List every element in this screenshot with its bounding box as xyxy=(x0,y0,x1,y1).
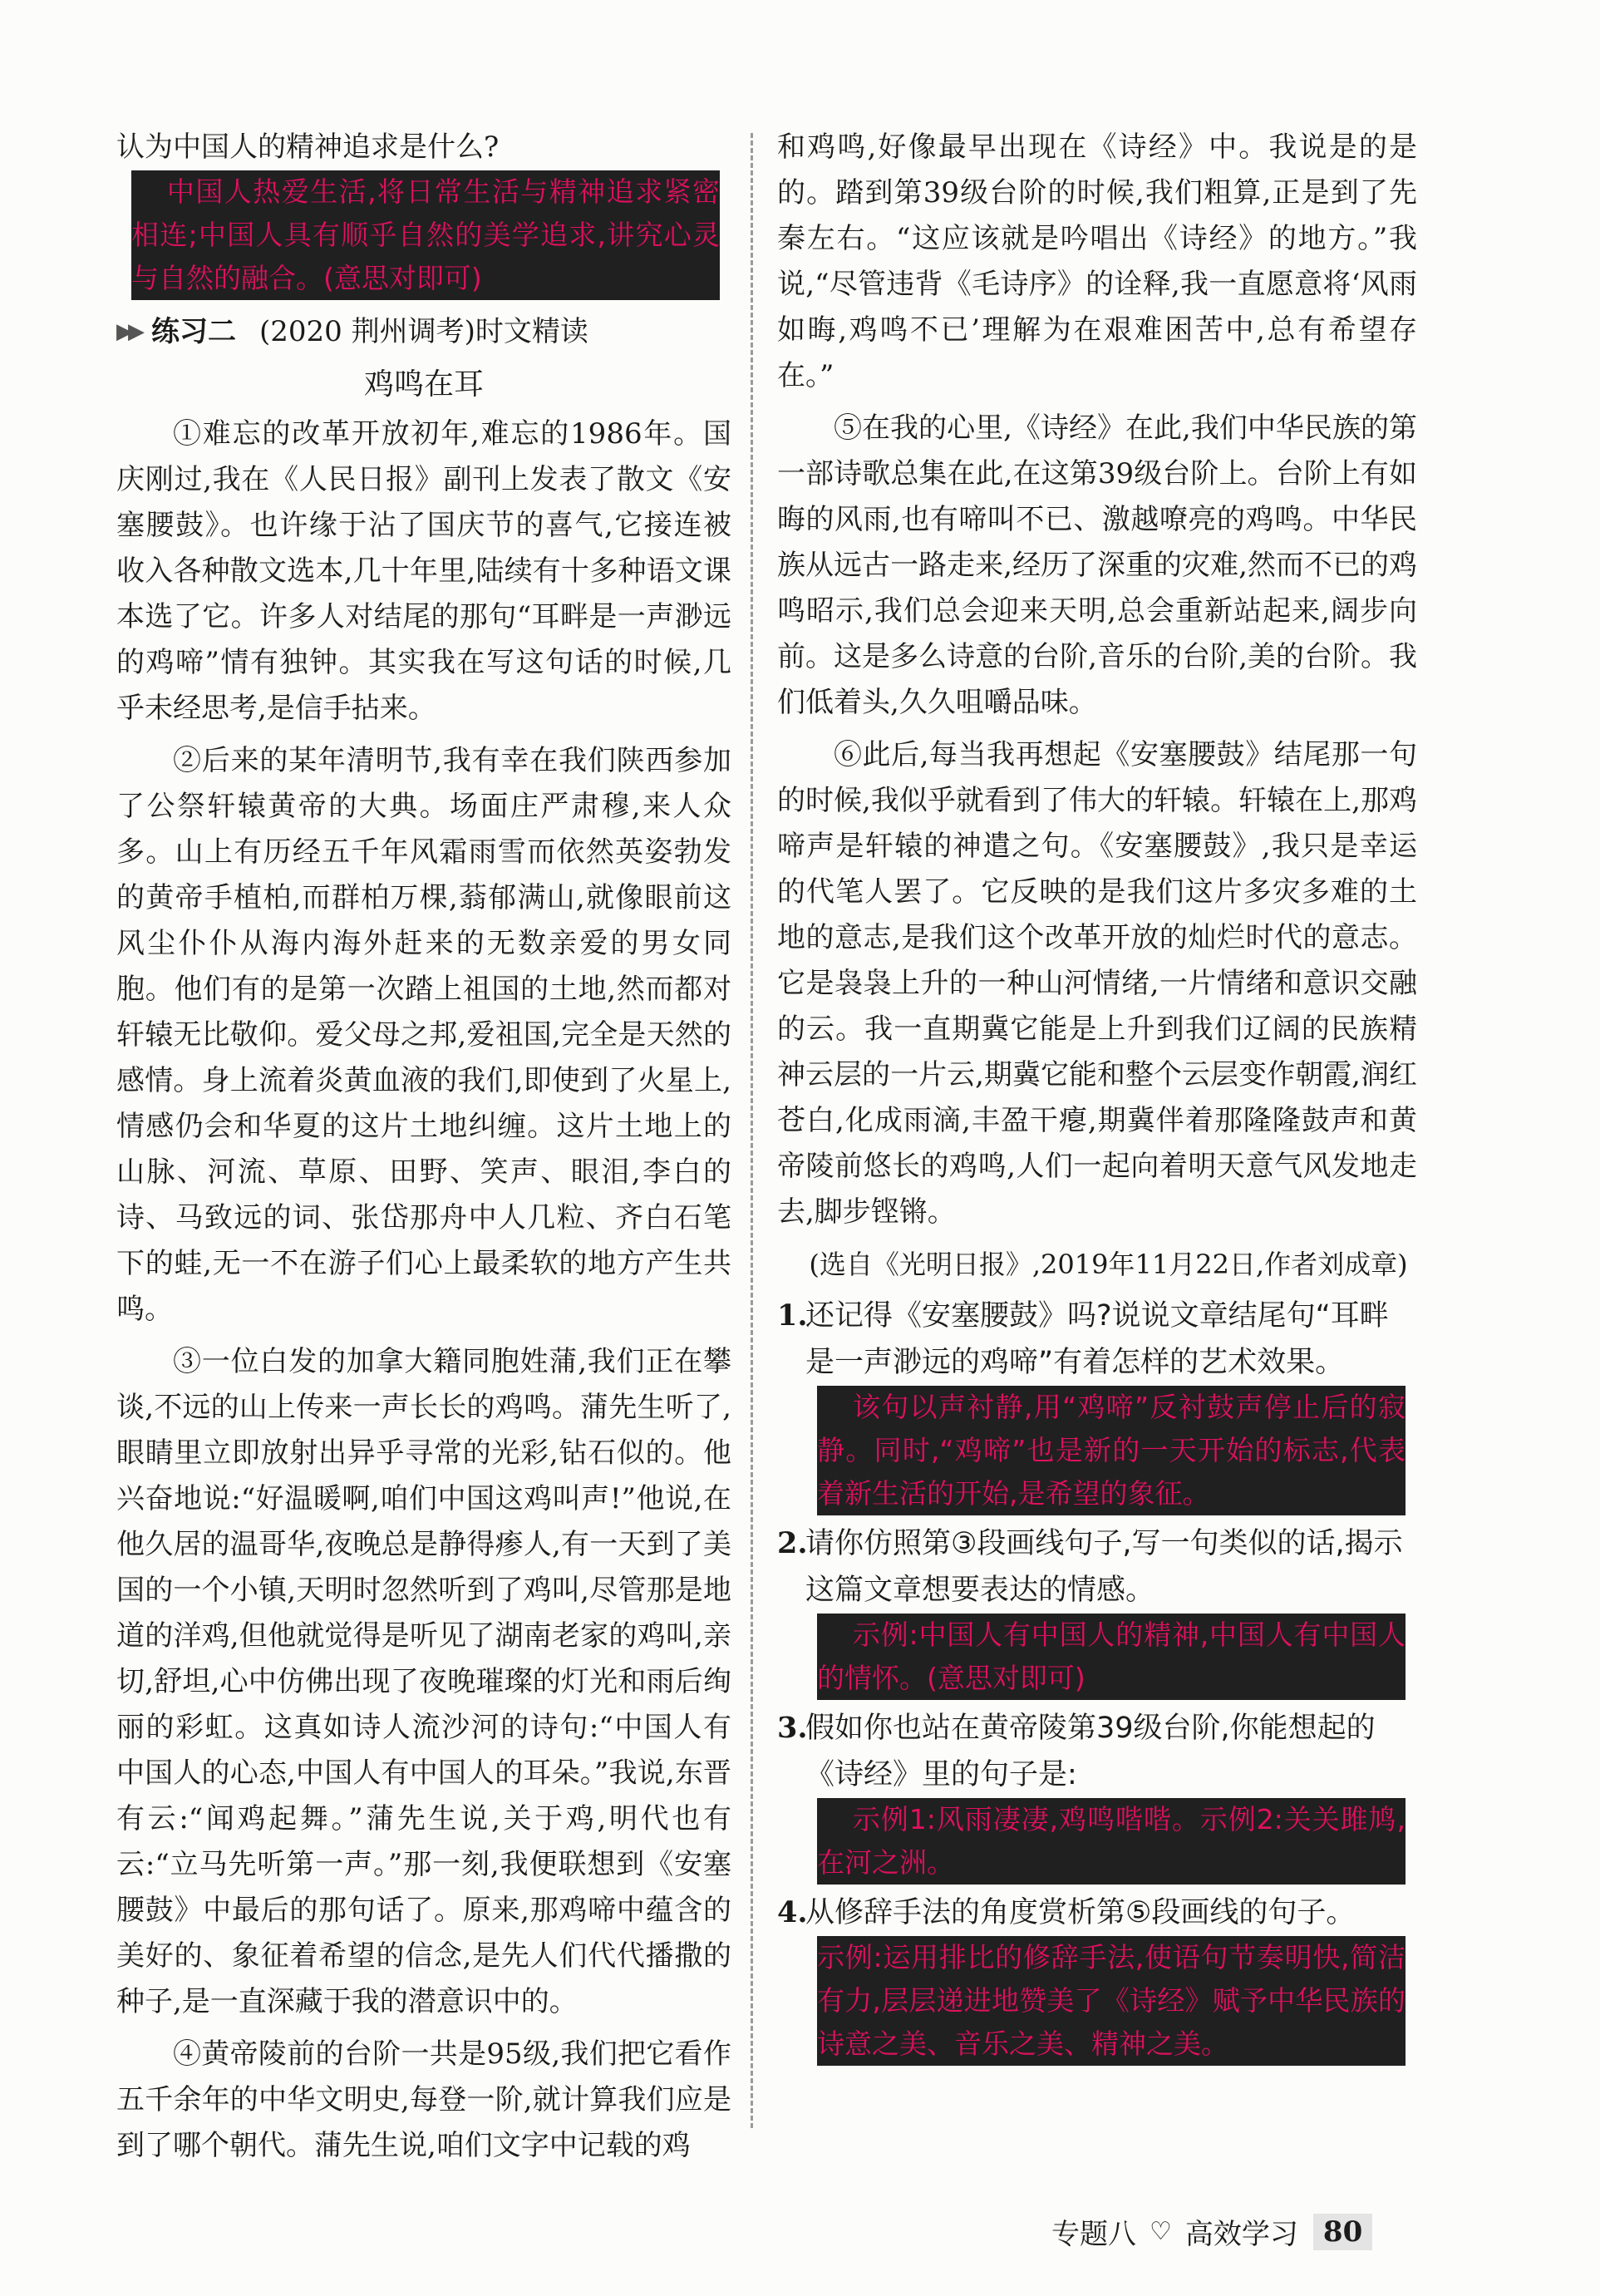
answer-1: 该句以声衬静,用“鸡啼”反衬鼓声停止后的寂静。同时,“鸡啼”也是新的一天开始的标志,代表着新生活的开始,是希望的象征。 xyxy=(802,1386,1417,1515)
page-number: 80 xyxy=(1313,2214,1372,2250)
question-text: 请你仿照第③段画线句子,写一句类似的话,揭示这篇文章想要表达的情感。 xyxy=(805,1527,1403,1607)
left-column xyxy=(116,125,731,2169)
article-paragraph: ⑥此后,每当我再想起《安塞腰鼓》结尾那一句的时候,我似乎就看到了伟大的轩辕。轩辕在上,那鸡啼声是轩辕的神遣之句。《安塞腰鼓》,我只是幸运的代笔人罢了。它反映的是我们这片多灾多难的土地的意志,是我们这个改革开放的灿烂时代的意志。它是袅袅上升的一种山河情绪,一片情绪和意识交融的云。我一直期冀它能是上升到我们辽阔的民族精神云层的一片云,期冀它能和整个云层变作朝霞,润红苍白,化成雨滴,丰盈干瘪,期冀伴着那隆隆鼓声和黄帝陵前悠长的鸡鸣,人们一起向着明天意气风发地走去,脚步铿锵。 xyxy=(777,738,1417,1229)
question-4 xyxy=(777,1890,1417,1936)
exercise-header xyxy=(116,305,731,358)
intro-answer: 中国人热爱生活,将日常生活与精神追求紧密相连;中国人具有顺乎自然的美学追求,讲究心灵与自然的融合。(意思对即可) xyxy=(116,170,731,300)
article-paragraph: ①难忘的改革开放初年,难忘的1986年。国庆刚过,我在《人民日报》副刊上发表了散文《安塞腰鼓》。也许缘于沾了国庆节的喜气,它接连被收入各种散文选本,几十年里,陆续有十多种语文课本选了它。许多人对结尾的那句“耳畔是一声渺远的鸡啼”情有独钟。其实我在写这句话的时候,几乎未经思考,是信手拈来。 xyxy=(116,417,731,725)
question-number: 4. xyxy=(777,1895,808,1929)
article-paragraph: ③一位白发的加拿大籍同胞姓蒲,我们正在攀谈,不远的山上传来一声长长的鸡鸣。蒲先生听了,眼睛里立即放射出异乎寻常的光彩,钻石似的。他兴奋地说:“好温暖啊,咱们中国这鸡叫声!”他说,在他久居的温哥华,夜晚总是静得瘆人,有一天到了美国的一个小镇,天明时忽然听到了鸡叫,尽管那是地道的洋鸡,但他就觉得是听见了湖南老家的鸡叫,亲切,舒坦,心中仿佛出现了夜晚璀璨的灯光和雨后绚丽的彩虹。这真如诗人流沙河的诗句:“中国人有中国人的心态,中国人有中国人的耳朵。”我说,东晋有云:“闻鸡起舞。”蒲先生说,关于鸡,明代也有云:“立马先听第一声。”那一刻,我便联想到《安塞腰鼓》中最后的那句话了。原来,那鸡啼中蕴含的美好的、象征着希望的信念,是先人们代代播撒的种子,是一直深藏于我的潜意识中的。 xyxy=(116,1345,731,2018)
article-paragraph: ②后来的某年清明节,我有幸在我们陕西参加了公祭轩辕黄帝的大典。场面庄严肃穆,来人众多。山上有历经五千年风霜雨雪而依然英姿勃发的黄帝手植柏,而群柏万棵,蓊郁满山,就像眼前这风尘仆仆从海内海外赶来的无数亲爱的男女同胞。他们有的是第一次踏上祖国的土地,然而都对轩辕无比敬仰。爱父母之邦,爱祖国,完全是天然的感情。身上流着炎黄血液的我们,即使到了火星上,情感仍会和华夏的这片土地纠缠。这片土地上的山脉、河流、草原、田野、笑声、眼泪,李白的诗、马致远的词、张岱那舟中人几粒、齐白石笔下的蛙,无一不在游子们心上最柔软的地方产生共鸣。 xyxy=(116,744,731,1326)
exercise-source: (2020 荆州调考)时文精读 xyxy=(259,315,588,348)
question-1 xyxy=(777,1293,1417,1386)
article-title: 鸡鸣在耳 xyxy=(363,367,484,402)
question-number: 3. xyxy=(777,1711,808,1745)
article-paragraph: 和鸡鸣,好像最早出现在《诗经》中。我说是的是的。踏到第39级台阶的时候,我们粗算,正是到了先秦左右。“这应该就是吟唱出《诗经》的地方。”我说,“尽管违背《毛诗序》的诠释,我一直愿意将‘风雨如晦,鸡鸣不已’理解为在艰难困苦中,总有希望存在。” xyxy=(777,131,1417,392)
answer-3: 示例1:风雨凄凄,鸡鸣喈喈。示例2:关关雎鸠,在河之洲。 xyxy=(802,1798,1417,1885)
page-footer xyxy=(1051,2211,1372,2252)
intro-question: 认为中国人的精神追求是什么? xyxy=(116,131,500,164)
answer-2: 示例:中国人有中国人的精神,中国人有中国人的情怀。(意思对即可) xyxy=(802,1614,1417,1700)
article-paragraph: ⑤在我的心里,《诗经》在此,我们中华民族的第一部诗歌总集在此,在这第39级台阶上。台阶上有如晦的风雨,也有啼叫不已、激越嘹亮的鸡鸣。中华民族从远古一路走来,经历了深重的灾难,然而不已的鸡鸣昭示,我们总会迎来天明,总会重新站起来,阔步向前。这是多么诗意的台阶,音乐的台阶,美的台阶。我们低着头,久久咀嚼品味。 xyxy=(777,411,1417,719)
question-text: 还记得《安塞腰鼓》吗?说说文章结尾句“耳畔是一声渺远的鸡啼”有着怎样的艺术效果。 xyxy=(805,1299,1389,1379)
column-divider xyxy=(751,133,753,2128)
right-column xyxy=(777,125,1417,2066)
question-text: 从修辞手法的角度赏析第⑤段画线的句子。 xyxy=(805,1896,1356,1929)
answer-4: 示例:运用排比的修辞手法,使语句节奏明快,简洁有力,层层递进地赞美了《诗经》赋予中华民族的诗意之美、音乐之美、精神之美。 xyxy=(802,1936,1417,2066)
heart-icon: ♡ xyxy=(1150,2217,1172,2246)
footer-section: 高效学习 xyxy=(1184,2218,1298,2251)
exercise-label: 练习二 xyxy=(151,315,236,348)
question-3 xyxy=(777,1705,1417,1798)
question-number: 1. xyxy=(777,1298,808,1333)
double-arrow-icon: ▶▶ xyxy=(116,319,140,344)
article-paragraph: ④黄帝陵前的台阶一共是95级,我们把它看作五千余年的中华文明史,每登一阶,就计算我们应是到了哪个朝代。蒲先生说,咱们文字中记载的鸡 xyxy=(116,2037,731,2162)
footer-topic: 专题八 xyxy=(1051,2218,1136,2251)
question-2 xyxy=(777,1520,1417,1614)
question-number: 2. xyxy=(777,1526,808,1560)
article-source: (选自《光明日报》,2019年11月22日,作者刘成章) xyxy=(809,1249,1408,1280)
question-text: 假如你也站在黄帝陵第39级台阶,你能想起的《诗经》里的句子是: xyxy=(805,1712,1376,1791)
